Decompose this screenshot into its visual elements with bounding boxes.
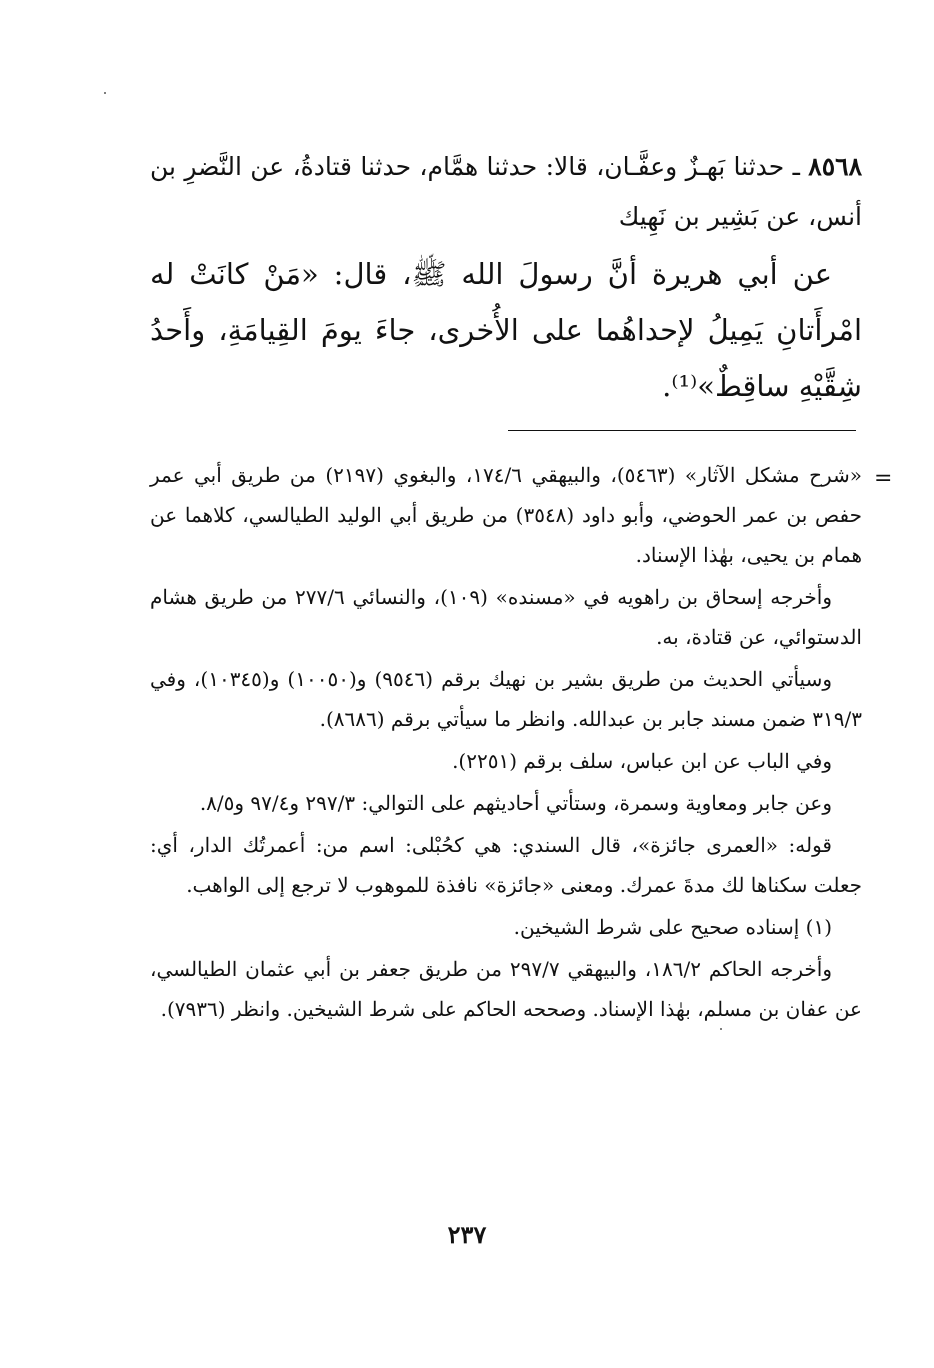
footnote-continuation-mark: = <box>874 466 893 491</box>
hadith-block <box>150 142 862 414</box>
footnote-paragraph: وعن جابر ومعاوية وسمرة، وستأتي أحاديثهم على التوالي: ٢٩٧/٣ و٩٧/٤ و٨/٥. <box>199 791 832 815</box>
scan-speck <box>104 92 106 94</box>
footnote-paragraph: (١) إسناده صحيح على شرط الشيخين. <box>513 915 832 939</box>
isnad-text: ـ حدثنا بَهـزٌ وعفَّـان، قالا: حدثنا همَّام، حدثنا قتادةُ، عن النَّضرِ بن أنس، عن بَشِير بن نَهِيك <box>150 152 862 231</box>
hadith-number: ٨٥٦٨ <box>808 152 862 181</box>
footnote-paragraph: وأخرجه إسحاق بن راهويه في «مسنده» (١٠٩)، والنسائي ٢٧٧/٦ من طريق هشام الدستوائي، عن قتادة، به. <box>150 585 862 649</box>
footnote-paragraph: قوله: «العمرى جائزة»، قال السندي: هي كحُبْلى: اسم من: أعمرتُك الدار، أي: جعلت سكناها لك مدةَ عمرك. ومعنى «جائزة» نافذة للموهوب لا ترجع إلى الواهب. <box>150 833 862 897</box>
footnote-paragraph: وفي الباب عن ابن عباس، سلف برقم (٢٢٥١). <box>452 749 832 773</box>
footnote-paragraph: وأخرجه الحاكم ١٨٦/٢، والبيهقي ٢٩٧/٧ من طريق جعفر بن أبي عثمان الطيالسي، عن عفان بن مسلم، بهٰذا الإسناد. وصححه الحاكم على شرط الشيخين. وانظر (٧٩٣٦). <box>150 957 862 1021</box>
footnote-divider <box>508 430 856 431</box>
hadith-matn: عن أبي هريرة أنَّ رسولَ الله ﷺ، قال: «مَنْ كانَتْ له امْرأَتانِ يَمِيلُ لإحداهُما على الأُخرى، جاءَ يومَ القِيامَةِ، وأَحدُ شِقَّيْهِ ساقِطٌ»⁽¹⁾. <box>150 257 862 403</box>
hadith-isnad <box>150 142 862 242</box>
footnote-paragraph: وسيأتي الحديث من طريق بشير بن نهيك برقم (٩٥٤٦) و(١٠٠٥٠) و(١٠٣٤٥)، وفي ٣١٩/٣ ضمن مسند جابر بن عبدالله. وانظر ما سيأتي برقم (٨٦٨٦). <box>150 667 862 731</box>
page-number: ٢٣٧ <box>447 1220 487 1249</box>
footnote-paragraph: «شرح مشكل الآثار» (٥٤٦٣)، والبيهقي ١٧٤/٦، والبغوي (٢١٩٧) من طريق أبي عمر حفص بن عمر الحوضي، وأبو داود (٣٥٤٨) من طريق أبي الوليد الطيالسي، كلاهما عن همام بن يحيى، بهٰذا الإسناد. <box>150 463 863 567</box>
footnotes-block <box>150 455 862 1031</box>
